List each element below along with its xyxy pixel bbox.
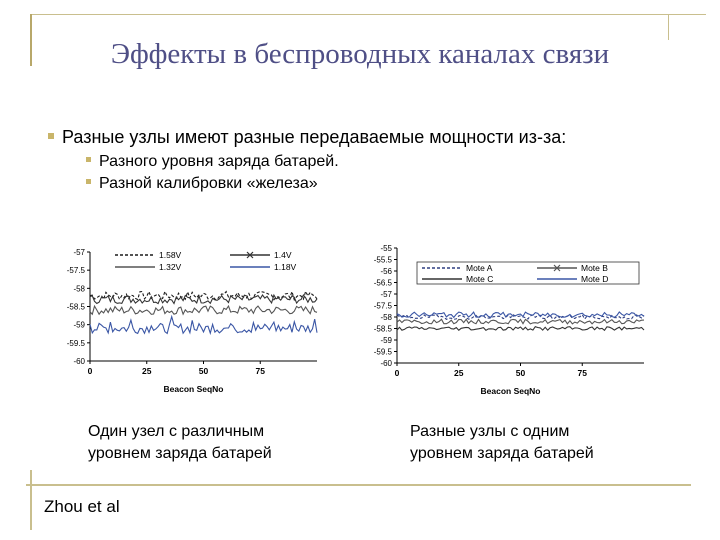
- x-tick-label: 50: [198, 366, 209, 376]
- main-bullet: [48, 127, 566, 148]
- legend-label: 1.18V: [274, 262, 297, 272]
- left-caption-line: Один узел с различным: [88, 423, 265, 440]
- main-bullet-text: Разные узлы имеют разные передаваемые мощности из-за:: [62, 127, 567, 147]
- legend-label: Mote A: [466, 263, 493, 273]
- legend-label: Mote D: [581, 274, 609, 284]
- y-tick-label: -59: [73, 320, 85, 330]
- y-tick-label: -57: [73, 248, 85, 257]
- series-line-mote-c: [397, 327, 644, 331]
- x-tick-label: 25: [142, 366, 152, 376]
- legend-label: 1.32V: [159, 262, 182, 272]
- right-chart: [362, 243, 657, 408]
- slide-title: Эффекты в беспроводных каналах связи: [110, 38, 610, 70]
- y-tick-label: -60: [73, 357, 85, 366]
- x-tick-label: 50: [515, 368, 526, 378]
- legend-label: 1.58V: [159, 250, 182, 260]
- y-tick-label: -58.5: [66, 302, 85, 312]
- x-tick-label: 0: [87, 366, 93, 376]
- series-line-1-18v: [90, 317, 317, 334]
- right-caption-line: Разные узлы с одним: [410, 423, 570, 440]
- x-axis-label: Beacon SeqNo: [163, 384, 224, 394]
- sub-bullet-text: Разного уровня заряда батарей.: [99, 153, 339, 170]
- x-tick-label: 75: [255, 366, 265, 376]
- y-tick-label: -60: [380, 359, 392, 368]
- left-chart: [55, 243, 345, 403]
- y-tick-label: -56.5: [373, 278, 392, 288]
- right-caption-line: уровнем заряда батарей: [410, 445, 594, 462]
- right-accent-line: [668, 14, 669, 40]
- x-axis-label: Beacon SeqNo: [480, 386, 541, 396]
- bullet-square-icon: [86, 157, 91, 162]
- top-border: [30, 14, 706, 15]
- bullet-square-icon: [48, 133, 54, 139]
- x-tick-label: 25: [454, 368, 464, 378]
- left-caption: [88, 421, 272, 465]
- legend-label: Mote B: [581, 263, 608, 273]
- x-tick-label: 0: [394, 368, 400, 378]
- y-tick-label: -58: [73, 284, 85, 294]
- author-credit: Zhou et al: [44, 497, 120, 516]
- y-tick-label: -59: [380, 336, 392, 345]
- y-tick-label: -58.5: [373, 324, 392, 334]
- bullet-square-icon: [86, 179, 91, 184]
- y-tick-label: -59.5: [373, 347, 392, 357]
- y-tick-label: -56: [380, 267, 392, 276]
- series-line-mote-b: [397, 319, 644, 324]
- y-tick-label: -57.5: [373, 301, 392, 311]
- legend-label: Mote C: [466, 274, 494, 284]
- sub-bullet-text: Разной калибровки «железа»: [99, 175, 318, 192]
- y-tick-label: -58: [380, 313, 392, 322]
- bottom-border: [26, 484, 691, 486]
- x-tick-label: 75: [577, 368, 587, 378]
- y-tick-label: -55: [380, 244, 392, 253]
- sub-bullet-2: [86, 175, 318, 193]
- y-tick-label: -57.5: [66, 266, 85, 276]
- right-caption: [410, 421, 594, 465]
- y-tick-label: -55.5: [373, 255, 392, 265]
- y-tick-label: -57: [380, 290, 392, 299]
- series-line-1-32v: [90, 306, 317, 314]
- bottom-left-accent-line: [30, 470, 32, 530]
- legend-label: 1.4V: [274, 250, 292, 260]
- left-caption-line: уровнем заряда батарей: [88, 445, 272, 462]
- sub-bullet-1: [86, 153, 339, 171]
- y-tick-label: -59.5: [66, 338, 85, 348]
